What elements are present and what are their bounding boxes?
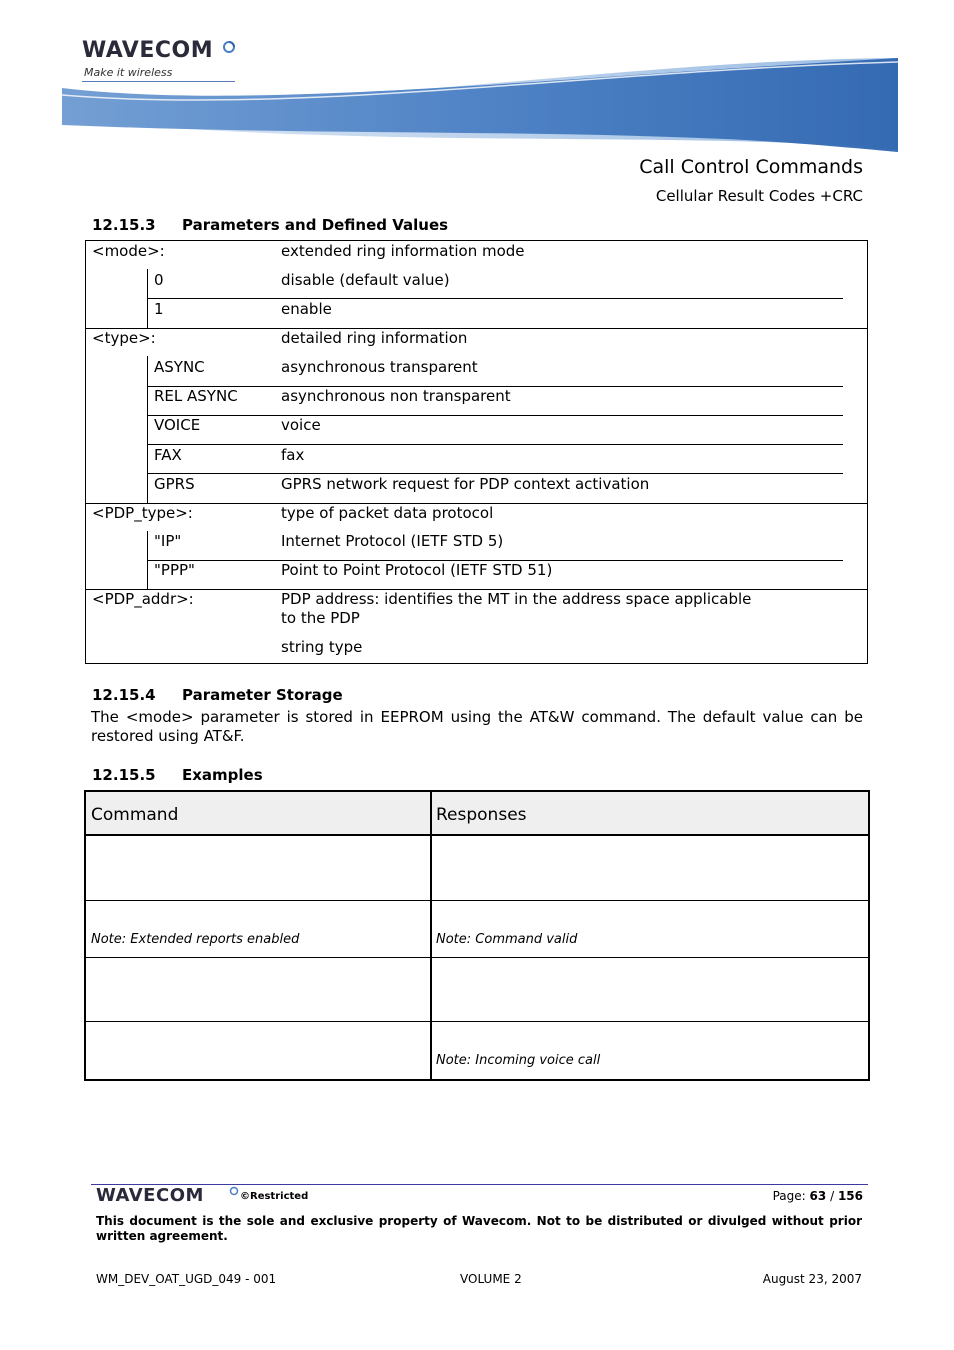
- examples-table: [84, 790, 870, 1081]
- footer-doc-ref: WM_DEV_OAT_UGD_049 - 001: [96, 1272, 277, 1286]
- param-value: "PPP": [154, 561, 195, 579]
- page-total: 156: [837, 1189, 863, 1203]
- row-rule: [86, 900, 868, 901]
- footer-legal-notice: This document is the sole and exclusive property of Wavecom. Not to be distributed or divulged without prior written agreement.: [96, 1214, 862, 1243]
- param-value-desc: Point to Point Protocol (IETF STD 51): [281, 561, 553, 579]
- param-desc: type of packet data protocol: [281, 504, 494, 522]
- column-header-responses: Responses: [436, 805, 527, 825]
- section-number: 12.15.4: [92, 686, 156, 704]
- param-group-pdp-type: [86, 503, 867, 590]
- param-value-desc: asynchronous non transparent: [281, 387, 511, 405]
- page-separator: /: [830, 1189, 835, 1203]
- parameters-table: [85, 240, 868, 664]
- row-rule: [147, 298, 843, 299]
- footer-volume: VOLUME 2: [460, 1272, 522, 1286]
- param-value-desc: disable (default value): [281, 271, 450, 289]
- param-value: GPRS: [154, 475, 195, 493]
- page-title: Call Control Commands: [639, 156, 863, 178]
- page-subtitle: Cellular Result Codes +CRC: [655, 187, 863, 205]
- param-value-desc: enable: [281, 300, 332, 318]
- indent-rule: [147, 356, 148, 504]
- param-name: <mode>:: [92, 242, 165, 260]
- footer-page-number: [773, 1189, 863, 1203]
- section-title: Examples: [182, 766, 263, 784]
- param-value: ASYNC: [154, 358, 205, 376]
- note-response: Note: Command valid: [436, 932, 578, 947]
- logo-tagline: Make it wireless: [84, 66, 173, 79]
- param-group-pdp-addr: [86, 589, 867, 664]
- param-value-desc: asynchronous transparent: [281, 358, 478, 376]
- header-wave-graphic: [0, 0, 954, 160]
- row-rule: [147, 444, 843, 445]
- section-heading-storage: [92, 686, 343, 704]
- row-rule: [147, 473, 843, 474]
- param-value: REL ASYNC: [154, 387, 238, 405]
- column-header-command: Command: [91, 805, 179, 825]
- tagline-rule: [82, 81, 235, 82]
- param-name: <PDP_addr>:: [92, 590, 194, 608]
- page-current: 63: [809, 1189, 827, 1203]
- examples-table-header: [86, 792, 868, 836]
- section-number: 12.15.5: [92, 766, 156, 784]
- param-value-desc: Internet Protocol (IETF STD 5): [281, 532, 504, 550]
- param-value-desc: fax: [281, 446, 305, 464]
- footer-logo: WAVECOM: [96, 1185, 204, 1206]
- section-heading-examples: [92, 766, 263, 784]
- param-value: VOICE: [154, 416, 201, 434]
- wavecom-logo: WAVECOM: [82, 38, 214, 63]
- footer-restricted: ©Restricted: [240, 1191, 309, 1202]
- section-title: Parameter Storage: [182, 686, 343, 704]
- footer-logo-swirl-icon: [229, 1186, 239, 1196]
- param-group-type: [86, 328, 867, 504]
- param-value-desc: GPRS network request for PDP context activation: [281, 475, 650, 493]
- footer-date: August 23, 2007: [762, 1272, 862, 1286]
- note-command: Note: Extended reports enabled: [91, 932, 300, 947]
- param-value: FAX: [154, 446, 182, 464]
- row-rule: [86, 957, 868, 958]
- column-divider: [430, 792, 432, 1079]
- param-desc: extended ring information mode: [281, 242, 525, 260]
- row-rule: [86, 1021, 868, 1022]
- logo-swirl-icon: [222, 40, 236, 54]
- section-number: 12.15.3: [92, 216, 156, 234]
- section-heading-params: [92, 216, 448, 234]
- param-value: 1: [154, 300, 164, 318]
- param-desc: to the PDP: [281, 609, 360, 627]
- footer-rule: [91, 1184, 868, 1185]
- param-value: "IP": [154, 532, 182, 550]
- note-response: Note: Incoming voice call: [436, 1053, 601, 1068]
- section-title: Parameters and Defined Values: [182, 216, 449, 234]
- param-desc: string type: [281, 638, 363, 656]
- param-name: <PDP_type>:: [92, 504, 193, 522]
- param-desc: PDP address: identifies the MT in the address space applicable: [281, 590, 752, 608]
- storage-paragraph: The <mode> parameter is stored in EEPROM using the AT&W command. The default value can be restored using AT&F.: [91, 708, 863, 745]
- param-value-desc: voice: [281, 416, 321, 434]
- param-group-mode: [86, 241, 867, 328]
- param-value: 0: [154, 271, 164, 289]
- param-desc: detailed ring information: [281, 329, 468, 347]
- page-label: Page:: [772, 1189, 806, 1203]
- row-rule: [147, 415, 843, 416]
- param-name: <type>:: [92, 329, 156, 347]
